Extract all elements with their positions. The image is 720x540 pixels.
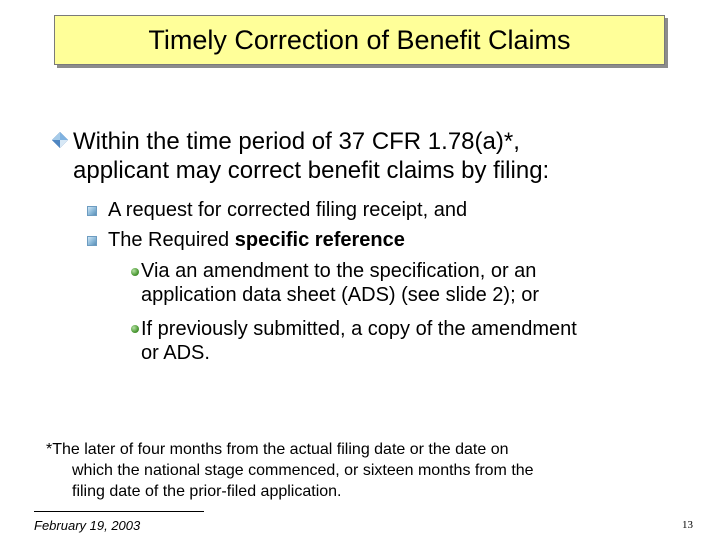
slide-title: Timely Correction of Benefit Claims [148,24,571,55]
title-box [54,15,665,65]
footnote-line-3: filing date of the prior-filed application. [72,483,342,500]
sub-sub-bullet-1-line-2: application data sheet (ADS) (see slide 2); or [141,284,539,306]
green-dot-bullet-icon [131,325,139,333]
sub-sub-bullet-2-line-1: If previously submitted, a copy of the amendment [141,318,577,340]
square-bullet-icon [87,206,97,216]
square-bullet-icon [87,236,97,246]
sub-bullet-1: A request for corrected filing receipt, and [108,199,468,221]
page-number: 13 [682,519,693,531]
main-bullet-line-1: Within the time period of 37 CFR 1.78(a)*, [73,128,520,155]
footnote-line-1: *The later of four months from the actual filing date or the date on [46,441,509,458]
footer-date: February 19, 2003 [34,518,141,533]
diamond-bullet-icon [52,132,68,148]
footer-divider [34,511,204,512]
sub-sub-bullet-1 [141,259,539,307]
sub-bullet-2 [108,228,405,252]
footnote [46,439,534,502]
footnote-line-2: which the national stage commenced, or sixteen months from the [72,462,534,479]
sub-sub-bullet-1-line-1: Via an amendment to the specification, or an [141,260,537,282]
green-dot-bullet-icon [131,268,139,276]
sub-bullet-2-bold: specific reference [234,229,405,251]
sub-sub-bullet-2-line-2: or ADS. [141,342,210,364]
main-bullet-text [73,127,673,185]
sub-bullet-2-prefix: The Required [108,229,235,251]
sub-sub-bullet-2 [141,317,577,365]
main-bullet-line-2: applicant may correct benefit claims by filing: [73,157,550,184]
